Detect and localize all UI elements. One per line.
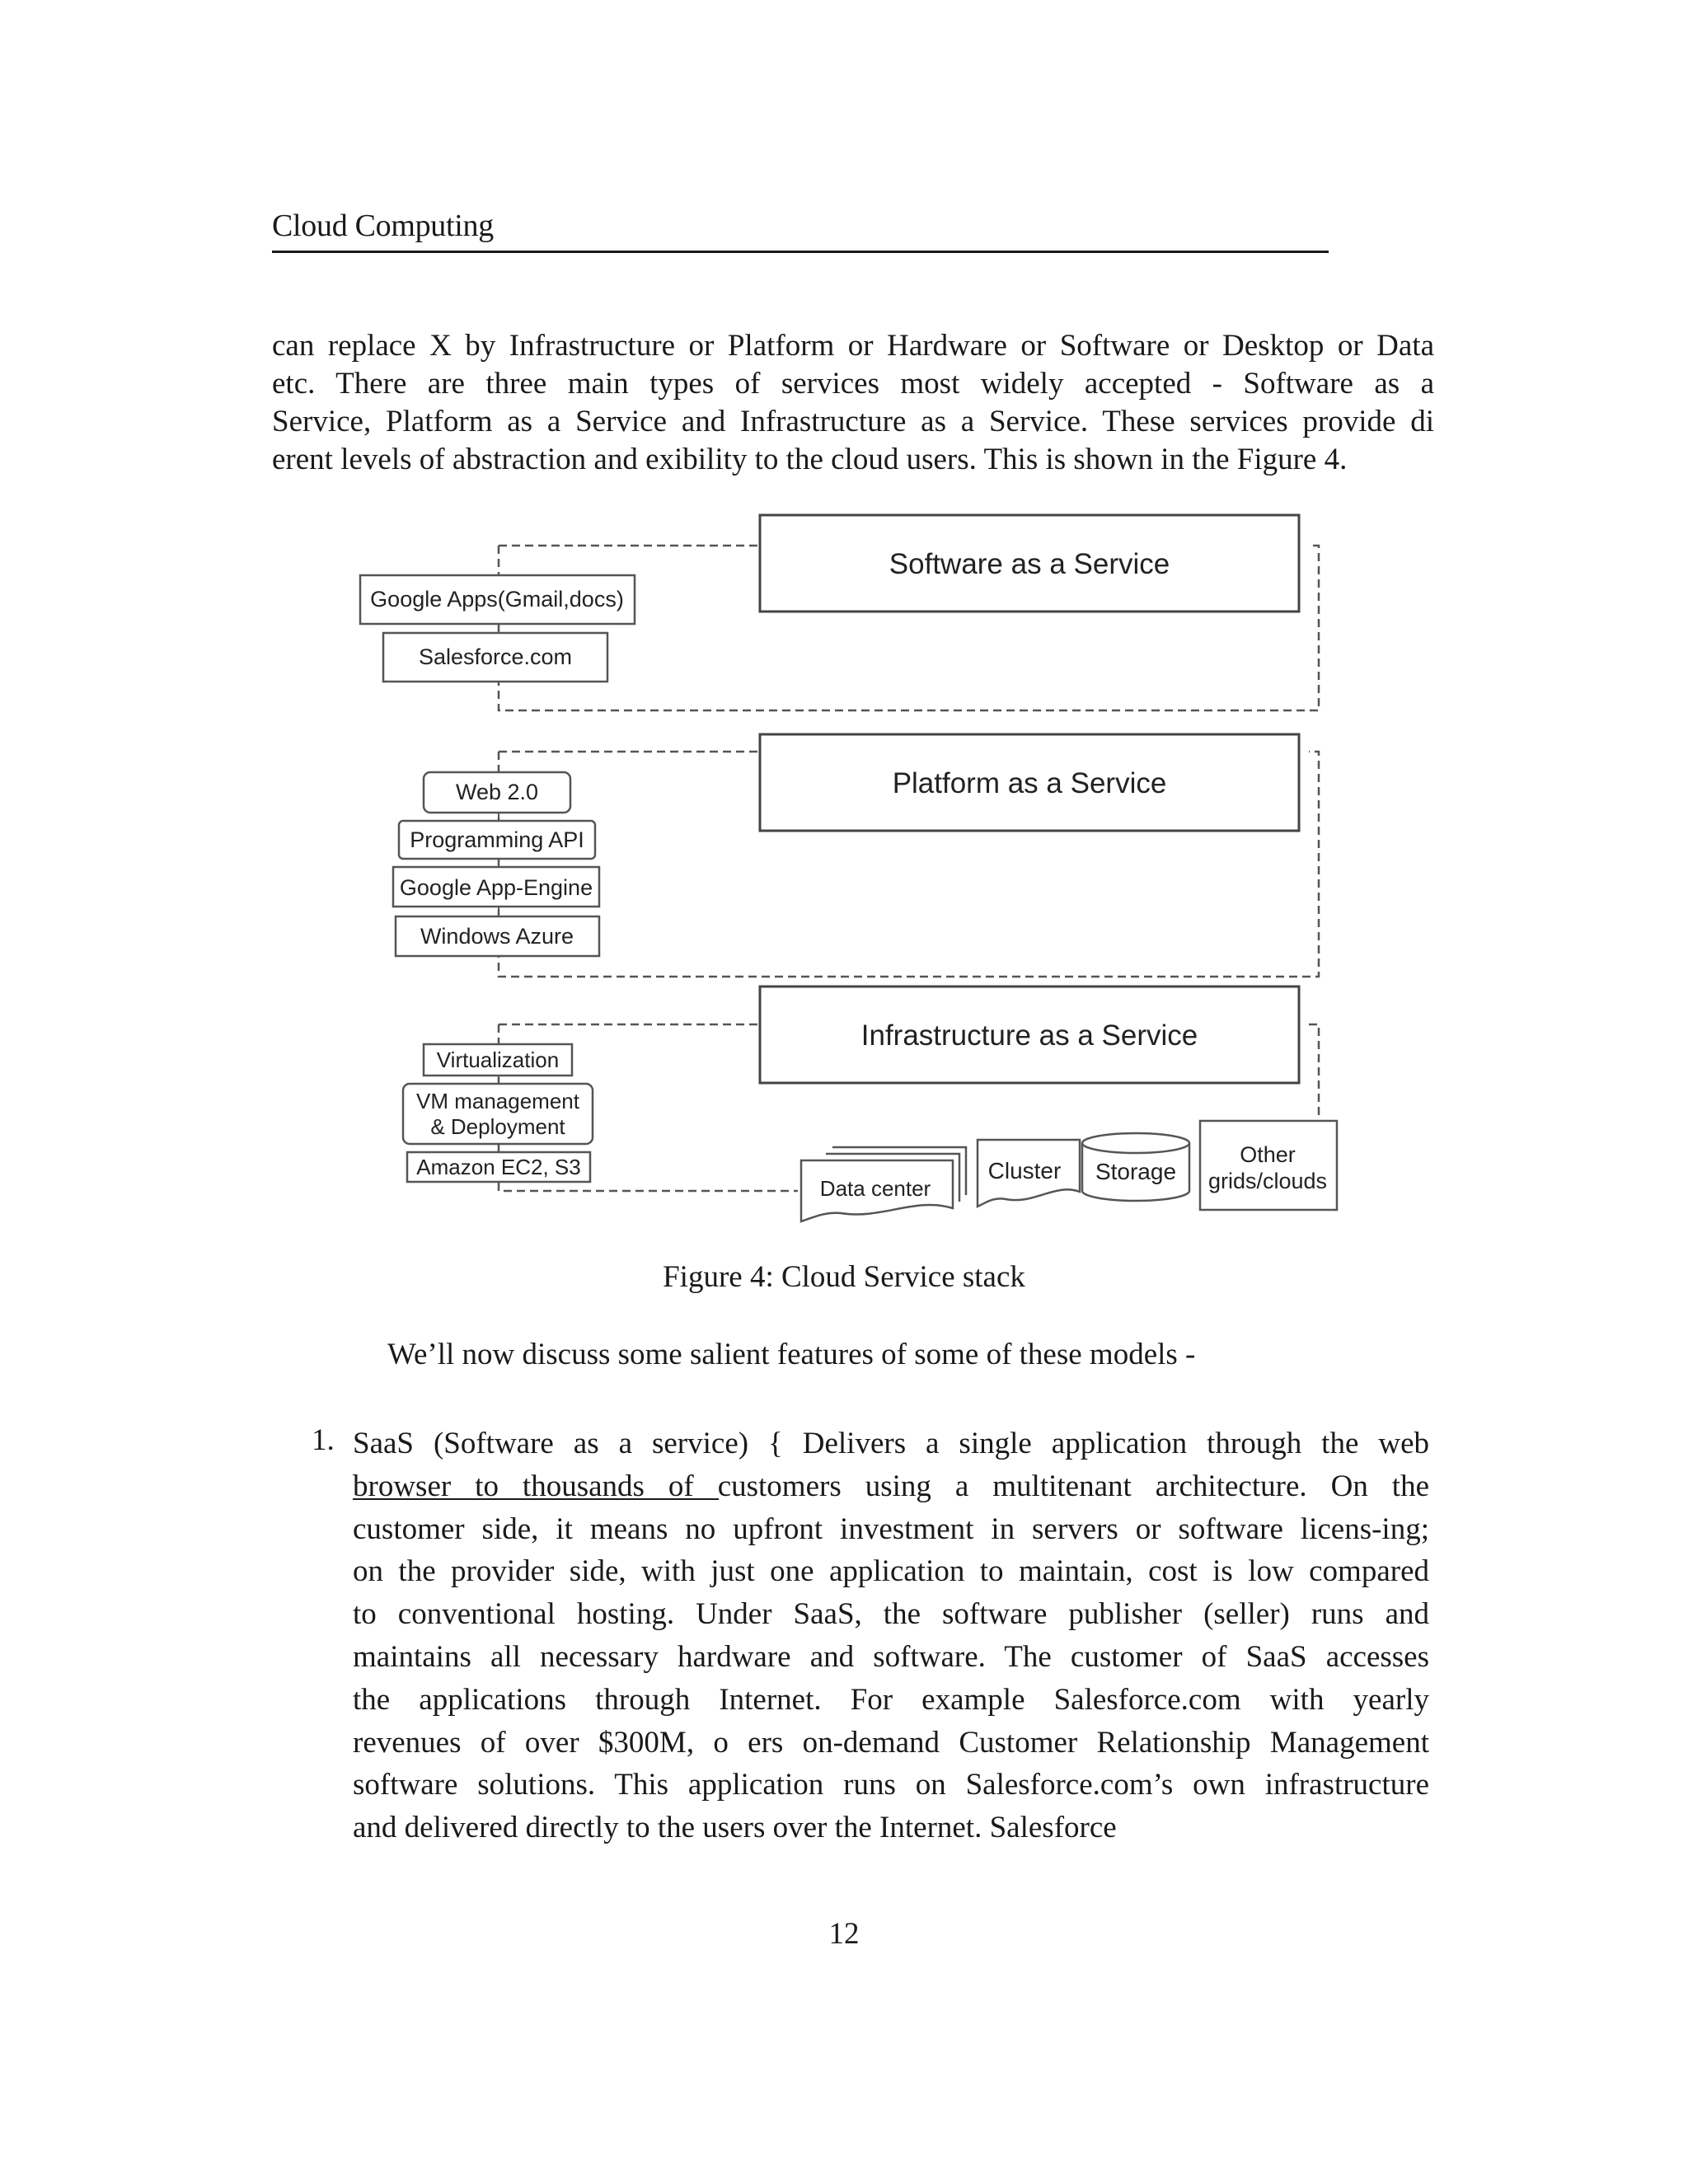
- iaas-item-label: & Deployment: [430, 1114, 565, 1139]
- intro-line: erent levels of abstraction and exibility to the cloud users. This is shown in the Figure 4.: [272, 443, 1348, 476]
- list-item-line: on the provider side, with just one application to maintain, cost is low compared: [353, 1554, 1429, 1589]
- saas-item-label: Google Apps(Gmail,docs): [370, 587, 624, 612]
- datacenter-icon: [801, 1147, 966, 1221]
- paas-item: [424, 772, 570, 813]
- cluster-label: Cluster: [987, 1158, 1062, 1183]
- iaas-layer-label: Infrastructure as a Service: [860, 1019, 1198, 1052]
- paas-item-label: Web 2.0: [455, 780, 539, 804]
- paas-item: [396, 916, 599, 956]
- figure-caption: Figure 4: Cloud Service stack: [663, 1260, 1025, 1294]
- list-item-line: browser to thousands of customers using a multitenant architecture. On the: [353, 1469, 1429, 1503]
- iaas-layer: [760, 987, 1299, 1083]
- other-grids-icon: [1200, 1121, 1337, 1210]
- page-number: 12: [828, 1917, 860, 1951]
- list-number: 1.: [312, 1423, 335, 1457]
- dashed-connectors: [499, 546, 1319, 1191]
- other-grids-label: Other: [1240, 1142, 1296, 1167]
- iaas-item-vm-management: [403, 1084, 593, 1144]
- list-item-line: revenues of over $300M, o ers on-demand Customer Relationship Management: [353, 1725, 1429, 1760]
- strike-underline: [353, 1498, 719, 1500]
- saas-layer: [760, 515, 1299, 612]
- storage-label: Storage: [1095, 1159, 1177, 1184]
- paas-item-label: Windows Azure: [420, 924, 574, 949]
- storage-icon: [1082, 1133, 1189, 1201]
- running-header: Cloud Computing: [272, 209, 494, 243]
- list-item-line: the applications through Internet. For example Salesforce.com with yearly: [353, 1682, 1429, 1717]
- list-item-line: maintains all necessary hardware and software. The customer of SaaS accesses: [353, 1639, 1429, 1674]
- other-grids-label: grids/clouds: [1207, 1169, 1328, 1193]
- iaas-item-label: Virtualization: [436, 1047, 560, 1072]
- iaas-item-label: Amazon EC2, S3: [416, 1155, 581, 1179]
- lead-sentence: We’ll now discuss some salient features of some of these models -: [387, 1338, 1196, 1371]
- intro-line: Service, Platform as a Service and Infrastructure as a Service. These services provide di: [272, 405, 1434, 438]
- paas-item: [399, 821, 595, 859]
- saas-item: [383, 633, 607, 682]
- paas-item-label: Programming API: [410, 827, 584, 852]
- iaas-item-virtualization: [424, 1044, 572, 1076]
- list-item-line: software solutions. This application runs on Salesforce.com’s own infrastructure: [353, 1768, 1429, 1802]
- list-item-line: customer side, it means no upfront investment in servers or software licens-ing;: [353, 1511, 1429, 1546]
- list-item-line: to conventional hosting. Under SaaS, the software publisher (seller) runs and: [353, 1597, 1429, 1632]
- paas-layer-label: Platform as a Service: [892, 767, 1167, 799]
- datacenter-label: Data center: [819, 1176, 931, 1201]
- saas-layer-label: Software as a Service: [889, 548, 1170, 580]
- cluster-icon: [978, 1140, 1080, 1207]
- iaas-item-amazon: [407, 1152, 590, 1182]
- iaas-item-label: VM management: [416, 1089, 579, 1113]
- saas-item-label: Salesforce.com: [418, 644, 573, 669]
- paas-item: [393, 867, 599, 907]
- list-item-line: and delivered directly to the users over the Internet. Salesforce: [353, 1811, 1117, 1845]
- intro-line: etc. There are three main types of services most widely accepted - Software as a: [272, 367, 1434, 401]
- paas-item-label: Google App-Engine: [399, 875, 593, 900]
- intro-line: can replace X by Infrastructure or Platform or Hardware or Software or Desktop or Data: [272, 329, 1434, 363]
- saas-item: [360, 575, 635, 624]
- list-item: [353, 1422, 1429, 1849]
- list-item-line: SaaS (Software as a service) { Delivers a single application through the web: [353, 1427, 1429, 1460]
- paas-layer: [760, 734, 1299, 831]
